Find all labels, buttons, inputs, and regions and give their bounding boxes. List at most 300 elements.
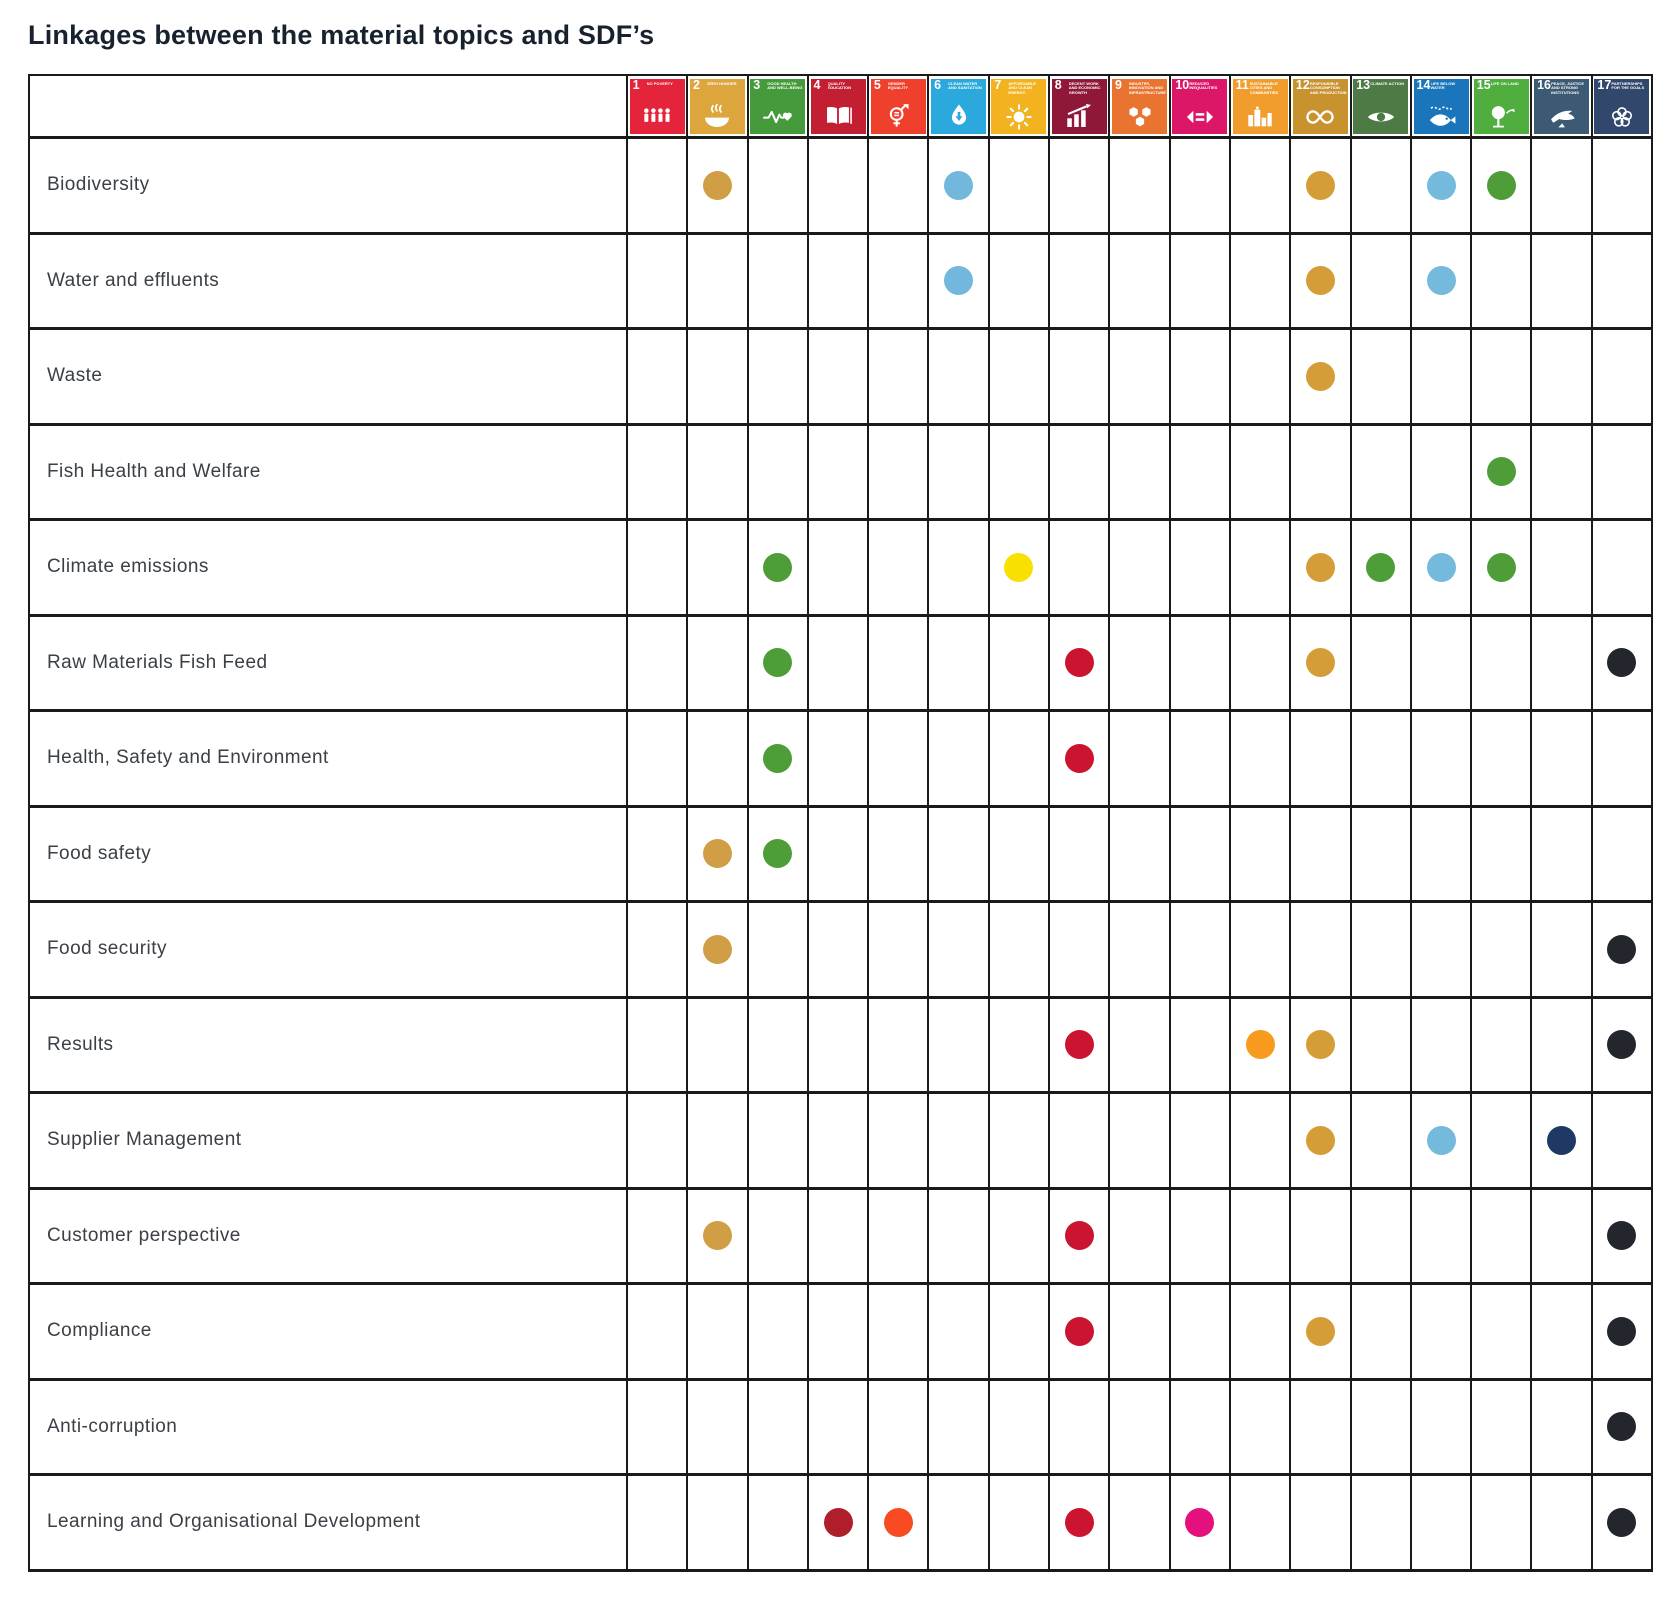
- linkage-dot-sdg-8: [1065, 1030, 1094, 1059]
- matrix-cell: [1110, 808, 1170, 904]
- matrix-cell: [809, 808, 869, 904]
- matrix-cell: [1171, 712, 1231, 808]
- linkage-dot-sdg-14: [1427, 266, 1456, 295]
- linkage-dot-sdg-10: [1185, 1508, 1214, 1537]
- linkage-dot-sdg-15: [1487, 171, 1516, 200]
- sdg-17-partnerships-icon: [1594, 79, 1649, 134]
- sdg-6-clean-water-icon-pictogram: [940, 101, 978, 133]
- matrix-cell: [628, 617, 688, 713]
- matrix-cell: [1110, 903, 1170, 999]
- sdg-13-climate-action-icon: [1353, 79, 1408, 134]
- matrix-cell: [749, 1381, 809, 1477]
- matrix-cell: [628, 1285, 688, 1381]
- matrix-cell: [688, 617, 748, 713]
- matrix-cell: [1412, 426, 1472, 522]
- corner-blank-cell: [30, 76, 628, 139]
- matrix-cell: [929, 330, 989, 426]
- matrix-cell: [929, 1190, 989, 1286]
- sdg-column-header: [1412, 76, 1472, 139]
- matrix-cell: [1472, 139, 1532, 235]
- sdg-3-good-health-icon: [750, 79, 805, 134]
- row-label-anti-corruption: Anti-corruption: [30, 1381, 628, 1477]
- matrix-cell: [1352, 808, 1412, 904]
- sdg-3-good-health-icon-pictogram: [759, 101, 797, 133]
- matrix-cell: [749, 712, 809, 808]
- matrix-cell: [1110, 617, 1170, 713]
- matrix-cell: [1412, 521, 1472, 617]
- matrix-cell: [1050, 426, 1110, 522]
- linkage-dot-sdg-2: [703, 171, 732, 200]
- matrix-cell: [990, 235, 1050, 331]
- row-label-supplier-management: Supplier Management: [30, 1094, 628, 1190]
- matrix-cell: [1412, 999, 1472, 1095]
- row-label-raw-materials-fish-feed: Raw Materials Fish Feed: [30, 617, 628, 713]
- matrix-cell: [688, 712, 748, 808]
- matrix-cell: [1412, 903, 1472, 999]
- matrix-cell: [749, 426, 809, 522]
- sdg-9-industry-innovation-icon: [1112, 79, 1167, 134]
- matrix-cell: [688, 999, 748, 1095]
- linkage-dot-sdg-12: [1306, 648, 1335, 677]
- matrix-cell: [1171, 1190, 1231, 1286]
- linkage-dot-sdg-3: [763, 553, 792, 582]
- linkage-dot-sdg-5: [884, 1508, 913, 1537]
- matrix-cell: [1110, 330, 1170, 426]
- row-label-health-safety-and-environment: Health, Safety and Environment: [30, 712, 628, 808]
- matrix-cell: [809, 235, 869, 331]
- sdg-number: 1: [632, 78, 640, 92]
- matrix-cell: [869, 1094, 929, 1190]
- matrix-cell: [688, 426, 748, 522]
- matrix-cell: [809, 1190, 869, 1286]
- matrix-cell: [628, 999, 688, 1095]
- sdg-tile-label: AFFORDABLE AND CLEAN ENERGY: [1008, 82, 1036, 95]
- sdg-column-header: [628, 76, 688, 139]
- matrix-cell: [1472, 1094, 1532, 1190]
- matrix-cell: [869, 617, 929, 713]
- matrix-cell: [1110, 521, 1170, 617]
- sdg-number: 16: [1537, 78, 1551, 92]
- matrix-cell: [1110, 139, 1170, 235]
- matrix-cell: [688, 521, 748, 617]
- matrix-cell: [1593, 808, 1653, 904]
- matrix-cell: [869, 426, 929, 522]
- matrix-cell: [1352, 235, 1412, 331]
- matrix-cell: [990, 1094, 1050, 1190]
- matrix-cell: [1291, 1190, 1351, 1286]
- matrix-cell: [1050, 1190, 1110, 1286]
- linkage-dot-sdg-12: [1306, 1126, 1335, 1155]
- matrix-cell: [929, 1381, 989, 1477]
- sdg-number: 17: [1597, 78, 1612, 92]
- matrix-cell: [1171, 903, 1231, 999]
- sdg-10-reduced-inequalities-icon-pictogram: [1181, 101, 1219, 133]
- linkage-dot-sdg-12: [1306, 1317, 1335, 1346]
- sdg-16-peace-justice-icon-pictogram: [1543, 101, 1581, 133]
- sdg-tile-label: ZERO HUNGER: [706, 82, 737, 86]
- matrix-cell: [1412, 1094, 1472, 1190]
- row-label-results: Results: [30, 999, 628, 1095]
- matrix-cell: [1532, 712, 1592, 808]
- matrix-cell: [990, 330, 1050, 426]
- matrix-cell: [1291, 999, 1351, 1095]
- matrix-cell: [1472, 808, 1532, 904]
- matrix-cell: [1532, 521, 1592, 617]
- matrix-cell: [1171, 1476, 1231, 1572]
- linkage-dot-sdg-2: [703, 1221, 732, 1250]
- matrix-cell: [1593, 1381, 1653, 1477]
- sdg-number: 10: [1175, 78, 1190, 92]
- matrix-cell: [628, 1094, 688, 1190]
- matrix-cell: [1593, 1285, 1653, 1381]
- sdg-16-peace-justice-icon: [1534, 79, 1589, 134]
- matrix-cell: [1050, 1381, 1110, 1477]
- sdg-9-industry-innovation-icon-pictogram: [1121, 101, 1159, 133]
- matrix-cell: [1472, 235, 1532, 331]
- sdg-number: 6: [934, 78, 942, 92]
- sdg-column-header: [1231, 76, 1291, 139]
- matrix-cell: [688, 903, 748, 999]
- matrix-cell: [1050, 808, 1110, 904]
- matrix-cell: [1412, 617, 1472, 713]
- linkage-matrix-table: [28, 74, 1653, 1572]
- matrix-cell: [1231, 1190, 1291, 1286]
- matrix-cell: [1593, 1094, 1653, 1190]
- matrix-cell: [809, 330, 869, 426]
- matrix-cell: [1291, 426, 1351, 522]
- matrix-cell: [1291, 617, 1351, 713]
- linkage-dot-sdg-8: [1065, 1508, 1094, 1537]
- matrix-cell: [628, 330, 688, 426]
- matrix-cell: [1110, 712, 1170, 808]
- matrix-cell: [990, 712, 1050, 808]
- row-label-food-security: Food security: [30, 903, 628, 999]
- matrix-cell: [869, 139, 929, 235]
- sdg-14-life-below-water-icon: [1414, 79, 1469, 134]
- matrix-cell: [1171, 426, 1231, 522]
- linkage-dot-sdg-8: [1065, 648, 1094, 677]
- matrix-cell: [1412, 139, 1472, 235]
- matrix-cell: [749, 330, 809, 426]
- figure-title: Linkages between the material topics and SDF’s: [28, 20, 655, 50]
- matrix-cell: [1171, 1381, 1231, 1477]
- sdg-12-responsible-consumption-icon-pictogram: [1301, 101, 1339, 133]
- linkage-dot-sdg-12: [1306, 362, 1335, 391]
- matrix-cell: [1472, 1285, 1532, 1381]
- linkage-dot-sdg-2: [703, 935, 732, 964]
- matrix-cell: [1050, 330, 1110, 426]
- matrix-cell: [990, 903, 1050, 999]
- sdg-1-no-poverty-icon-pictogram: [638, 101, 676, 133]
- matrix-cell: [1472, 426, 1532, 522]
- matrix-cell: [749, 1476, 809, 1572]
- row-label-climate-emissions: Climate emissions: [30, 521, 628, 617]
- matrix-cell: [869, 999, 929, 1095]
- sdg-17-partnerships-icon-pictogram: [1603, 101, 1641, 133]
- matrix-cell: [1050, 139, 1110, 235]
- linkage-dot-sdg-13: [1366, 553, 1395, 582]
- linkage-dot-sdg-15: [1487, 553, 1516, 582]
- linkage-dot-sdg-3: [763, 839, 792, 868]
- matrix-cell: [1472, 521, 1532, 617]
- matrix-cell: [929, 521, 989, 617]
- matrix-cell: [809, 139, 869, 235]
- matrix-cell: [1110, 1285, 1170, 1381]
- sdg-2-zero-hunger-icon-pictogram: [698, 101, 736, 133]
- linkage-dot-sdg-17: [1607, 648, 1636, 677]
- sdg-column-header: [990, 76, 1050, 139]
- sdg-8-decent-work-icon-pictogram: [1060, 101, 1098, 133]
- matrix-cell: [990, 1190, 1050, 1286]
- row-label-water-and-effluents: Water and effluents: [30, 235, 628, 331]
- sdg-column-header: [929, 76, 989, 139]
- matrix-cell: [869, 1381, 929, 1477]
- matrix-cell: [809, 1476, 869, 1572]
- linkage-dot-sdg-17: [1607, 1412, 1636, 1441]
- matrix-cell: [1412, 235, 1472, 331]
- matrix-cell: [749, 235, 809, 331]
- matrix-cell: [809, 712, 869, 808]
- linkage-dot-sdg-6: [944, 171, 973, 200]
- matrix-cell: [1412, 1190, 1472, 1286]
- matrix-cell: [1412, 1476, 1472, 1572]
- matrix-cell: [1532, 808, 1592, 904]
- matrix-cell: [1231, 999, 1291, 1095]
- matrix-cell: [869, 330, 929, 426]
- linkage-dot-sdg-6: [944, 266, 973, 295]
- sdg-tile-label: INDUSTRY, INNOVATION AND INFRASTRUCTURE: [1129, 82, 1166, 95]
- sdg-column-header: [869, 76, 929, 139]
- linkage-dot-sdg-17: [1607, 1221, 1636, 1250]
- sdg-tile-label: CLIMATE ACTION: [1370, 82, 1404, 86]
- sdg-tile-label: RESPONSIBLE CONSUMPTION AND PRODUCTION: [1309, 82, 1347, 95]
- matrix-cell: [1352, 521, 1412, 617]
- matrix-cell: [1352, 1094, 1412, 1190]
- sdg-number: 3: [753, 78, 761, 92]
- linkage-dot-sdg-14: [1427, 1126, 1456, 1155]
- matrix-cell: [929, 808, 989, 904]
- matrix-cell: [1532, 1190, 1592, 1286]
- matrix-cell: [1352, 1381, 1412, 1477]
- matrix-cell: [1532, 1285, 1592, 1381]
- sdg-column-header: [1532, 76, 1592, 139]
- matrix-cell: [1593, 235, 1653, 331]
- sdg-tile-label: GENDER EQUALITY: [887, 82, 909, 91]
- matrix-cell: [628, 1381, 688, 1477]
- matrix-cell: [1532, 1094, 1592, 1190]
- matrix-cell: [1171, 235, 1231, 331]
- matrix-cell: [1472, 1476, 1532, 1572]
- matrix-cell: [1291, 1476, 1351, 1572]
- matrix-cell: [1231, 1285, 1291, 1381]
- matrix-cell: [749, 617, 809, 713]
- matrix-cell: [688, 1285, 748, 1381]
- matrix-cell: [1291, 1381, 1351, 1477]
- matrix-cell: [1352, 330, 1412, 426]
- sdg-tile-label: DECENT WORK AND ECONOMIC GROWTH: [1068, 82, 1101, 95]
- matrix-cell: [1593, 1476, 1653, 1572]
- sdg-12-responsible-consumption-icon: [1293, 79, 1348, 134]
- matrix-cell: [1352, 903, 1412, 999]
- sdg-5-gender-equality-icon-pictogram: [879, 101, 917, 133]
- sdg-tile-label: REDUCED INEQUALITIES: [1189, 82, 1218, 91]
- matrix-cell: [809, 903, 869, 999]
- matrix-cell: [1110, 235, 1170, 331]
- matrix-cell: [869, 808, 929, 904]
- matrix-cell: [1231, 1476, 1291, 1572]
- matrix-cell: [1171, 521, 1231, 617]
- matrix-cell: [809, 1094, 869, 1190]
- matrix-cell: [628, 521, 688, 617]
- sdg-column-header: [749, 76, 809, 139]
- matrix-cell: [1291, 521, 1351, 617]
- matrix-cell: [688, 1190, 748, 1286]
- matrix-cell: [1231, 617, 1291, 713]
- sdg-number: 11: [1235, 78, 1249, 92]
- matrix-cell: [749, 139, 809, 235]
- sdg-7-clean-energy-icon: [991, 79, 1046, 134]
- matrix-cell: [1291, 139, 1351, 235]
- linkage-dot-sdg-12: [1306, 171, 1335, 200]
- linkage-dot-sdg-17: [1607, 935, 1636, 964]
- matrix-cell: [1291, 1094, 1351, 1190]
- row-label-fish-health-and-welfare: Fish Health and Welfare: [30, 426, 628, 522]
- matrix-cell: [1110, 426, 1170, 522]
- sdg-tile-label: SUSTAINABLE CITIES AND COMMUNITIES: [1249, 82, 1279, 95]
- matrix-cell: [869, 521, 929, 617]
- matrix-cell: [749, 1190, 809, 1286]
- linkage-dot-sdg-3: [763, 648, 792, 677]
- sdg-10-reduced-inequalities-icon: [1172, 79, 1227, 134]
- matrix-cell: [1593, 139, 1653, 235]
- matrix-cell: [990, 808, 1050, 904]
- matrix-cell: [869, 903, 929, 999]
- sdg-tile-label: PARTNERSHIPS FOR THE GOALS: [1611, 82, 1645, 91]
- matrix-cell: [1593, 1190, 1653, 1286]
- matrix-cell: [1532, 1381, 1592, 1477]
- sdg-4-quality-education-icon: [811, 79, 866, 134]
- matrix-cell: [1472, 712, 1532, 808]
- matrix-cell: [1532, 426, 1592, 522]
- matrix-cell: [1050, 521, 1110, 617]
- matrix-cell: [1231, 1094, 1291, 1190]
- matrix-cell: [1593, 426, 1653, 522]
- matrix-cell: [1291, 330, 1351, 426]
- matrix-cell: [1171, 139, 1231, 235]
- matrix-cell: [628, 1190, 688, 1286]
- matrix-cell: [929, 712, 989, 808]
- matrix-cell: [1472, 1381, 1532, 1477]
- matrix-cell: [1352, 712, 1412, 808]
- matrix-cell: [1412, 1285, 1472, 1381]
- linkage-dot-sdg-12: [1306, 553, 1335, 582]
- matrix-cell: [1291, 235, 1351, 331]
- sdg-number: 14: [1416, 78, 1431, 92]
- sdg-tile-label: NO POVERTY: [646, 82, 673, 86]
- matrix-cell: [869, 1476, 929, 1572]
- matrix-cell: [990, 617, 1050, 713]
- matrix-cell: [990, 1285, 1050, 1381]
- sdg-number: 8: [1054, 78, 1062, 92]
- matrix-cell: [1231, 903, 1291, 999]
- matrix-cell: [1412, 712, 1472, 808]
- matrix-cell: [749, 521, 809, 617]
- matrix-cell: [1050, 712, 1110, 808]
- row-label-waste: Waste: [30, 330, 628, 426]
- sdg-4-quality-education-icon-pictogram: [819, 101, 857, 133]
- matrix-cell: [809, 999, 869, 1095]
- sdg-tile-label: LIFE ON LAND: [1490, 82, 1519, 86]
- matrix-cell: [1352, 1190, 1412, 1286]
- matrix-cell: [929, 1285, 989, 1381]
- matrix-cell: [1171, 1285, 1231, 1381]
- matrix-cell: [1593, 617, 1653, 713]
- matrix-cell: [929, 235, 989, 331]
- matrix-cell: [1532, 617, 1592, 713]
- linkage-dot-sdg-12: [1306, 1030, 1335, 1059]
- matrix-cell: [1352, 1476, 1412, 1572]
- sdg-tile-label: CLEAN WATER AND SANITATION: [948, 82, 982, 91]
- matrix-cell: [628, 903, 688, 999]
- matrix-cell: [1231, 235, 1291, 331]
- matrix-cell: [1171, 617, 1231, 713]
- matrix-cell: [809, 617, 869, 713]
- sdg-13-climate-action-icon-pictogram: [1362, 101, 1400, 133]
- matrix-cell: [1352, 617, 1412, 713]
- sdg-column-header: [809, 76, 869, 139]
- linkage-dot-sdg-17: [1607, 1317, 1636, 1346]
- matrix-cell: [1291, 903, 1351, 999]
- matrix-cell: [628, 808, 688, 904]
- matrix-cell: [1352, 1285, 1412, 1381]
- matrix-cell: [1171, 808, 1231, 904]
- matrix-cell: [1050, 1285, 1110, 1381]
- matrix-cell: [1472, 617, 1532, 713]
- matrix-cell: [929, 1476, 989, 1572]
- matrix-cell: [1593, 903, 1653, 999]
- matrix-cell: [1291, 808, 1351, 904]
- matrix-cell: [1352, 426, 1412, 522]
- matrix-cell: [1412, 1381, 1472, 1477]
- linkage-dot-sdg-15: [1487, 457, 1516, 486]
- matrix-cell: [990, 521, 1050, 617]
- sdg-number: 2: [692, 78, 700, 92]
- matrix-cell: [628, 139, 688, 235]
- matrix-cell: [990, 1476, 1050, 1572]
- sdg-tile-label: GOOD HEALTH AND WELL-BEING: [767, 82, 803, 91]
- matrix-cell: [688, 808, 748, 904]
- matrix-cell: [990, 426, 1050, 522]
- matrix-cell: [1231, 808, 1291, 904]
- matrix-cell: [990, 139, 1050, 235]
- matrix-cell: [1291, 1285, 1351, 1381]
- sdg-5-gender-equality-icon: [871, 79, 926, 134]
- matrix-cell: [1050, 903, 1110, 999]
- matrix-cell: [1110, 1476, 1170, 1572]
- sdg-column-header: [1352, 76, 1412, 139]
- matrix-cell: [1532, 139, 1592, 235]
- matrix-cell: [1532, 1476, 1592, 1572]
- matrix-cell: [1050, 617, 1110, 713]
- matrix-cell: [1472, 330, 1532, 426]
- matrix-cell: [749, 903, 809, 999]
- sdg-tile-label: QUALITY EDUCATION: [827, 82, 852, 91]
- linkage-dot-sdg-8: [1065, 1317, 1094, 1346]
- matrix-cell: [809, 426, 869, 522]
- matrix-cell: [1532, 330, 1592, 426]
- linkage-dot-sdg-8: [1065, 744, 1094, 773]
- sdg-7-clean-energy-icon-pictogram: [1000, 101, 1038, 133]
